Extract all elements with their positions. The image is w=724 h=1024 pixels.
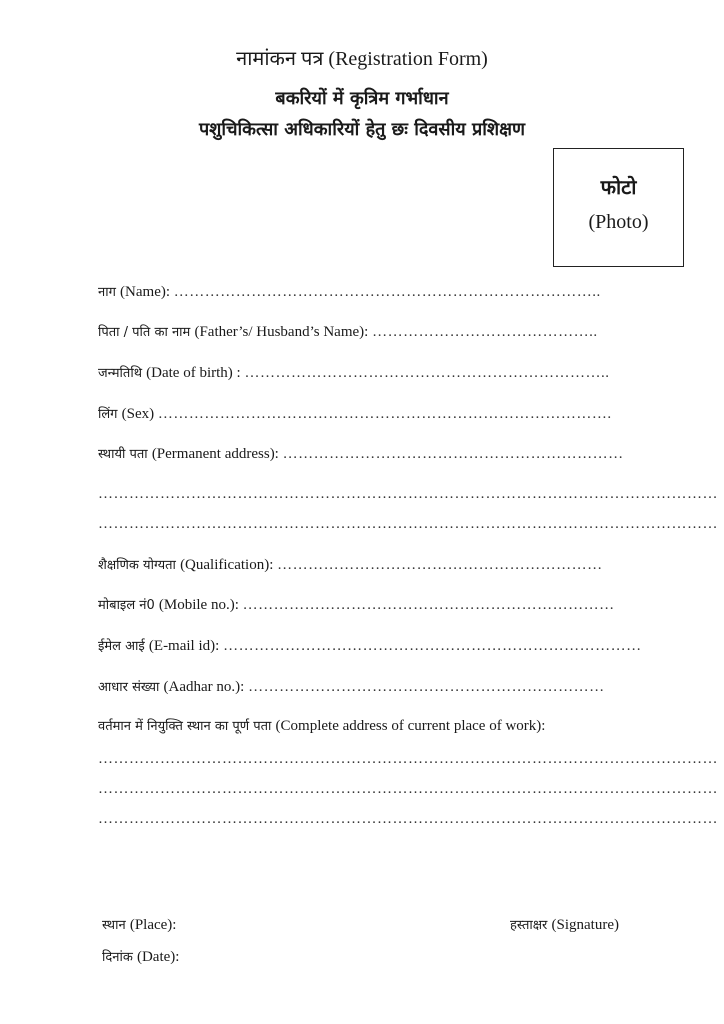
form-subtitle-topic: बकरियों में कृत्रिम गर्भाधान <box>275 88 449 109</box>
date-field[interactable] <box>102 947 179 966</box>
date-of-birth-blank-line[interactable]: …………………………………………………………….. <box>244 365 610 381</box>
permanent-address-field[interactable] <box>98 444 646 465</box>
workplace-address-line-2[interactable]: ………………………………………………………………………………………………………… <box>98 781 718 797</box>
email-id-blank-line[interactable]: ……………………………………………………………………… <box>223 638 642 654</box>
mobile-number-blank-line[interactable]: ……………………………………………………………… <box>242 597 615 613</box>
permanent-address-continuation-line-1[interactable]: ………………………………………………………………………………………………………… <box>98 486 718 502</box>
permanent-address-label: स्थायी पता (Permanent address): <box>98 446 279 462</box>
email-id-label: ईमेल आई (E-mail id): <box>98 638 220 654</box>
qualification-label: शैक्षणिक योग्यता (Qualification): <box>98 557 274 573</box>
date-of-birth-field[interactable] <box>98 363 646 384</box>
qualification-field[interactable] <box>98 555 646 576</box>
father-husband-name-field[interactable] <box>98 322 646 343</box>
name-blank-line[interactable]: ……………………………………………………………………….. <box>173 284 601 300</box>
qualification-blank-line[interactable]: ……………………………………………………… <box>277 557 603 573</box>
form-subtitle-training: पशुचिकित्सा अधिकारियों हेतु छः दिवसीय प्रशिक्षण <box>198 119 526 140</box>
mobile-number-field[interactable] <box>98 595 646 616</box>
aadhar-number-blank-line[interactable]: …………………………………………………………… <box>248 679 605 695</box>
workplace-address-label: वर्तमान में नियुक्ति स्थान का पूर्ण पता (Complete address of current place of work): <box>98 718 546 734</box>
photo-label-hindi: फोटो <box>600 175 637 199</box>
mobile-number-label: मोबाइल नं0 (Mobile no.): <box>98 597 239 613</box>
permanent-address-blank-line[interactable]: ………………………………………………………… <box>282 446 624 462</box>
signature-field[interactable] <box>510 915 619 934</box>
date-of-birth-label: जन्मतिथि (Date of birth) : <box>98 365 241 381</box>
email-id-field[interactable] <box>98 636 646 657</box>
father-husband-name-blank-line[interactable]: …………………………………….. <box>372 324 598 340</box>
father-husband-name-label: पिता / पति का नाम (Father’s/ Husband’s Name): <box>98 324 369 340</box>
photo-box <box>553 148 684 267</box>
permanent-address-continuation-line-2[interactable]: ………………………………………………………………………………………………………… <box>98 516 718 532</box>
sex-label: लिंग (Sex) <box>98 406 155 422</box>
place-field[interactable] <box>102 915 176 934</box>
name-field[interactable] <box>98 282 646 303</box>
photo-label-english: (Photo) <box>588 211 649 233</box>
date-label-hindi: दिनांक <box>102 950 137 965</box>
sex-blank-line[interactable]: ……………………………………………………………………………. <box>157 406 612 422</box>
aadhar-number-field[interactable] <box>98 677 646 698</box>
workplace-address-field <box>98 716 646 737</box>
signature-label-english: (Signature) <box>551 917 619 933</box>
place-label-hindi: स्थान <box>102 918 130 933</box>
signature-label-hindi: हस्ताक्षर <box>510 918 552 933</box>
name-label: नाग (Name): <box>98 284 171 300</box>
date-label-english: (Date): <box>136 949 180 965</box>
workplace-address-line-3[interactable]: ………………………………………………………………………………………………………… <box>98 811 718 827</box>
sex-field[interactable] <box>98 404 646 425</box>
form-title: नामांकन पत्र (Registration Form) <box>236 48 488 70</box>
aadhar-number-label: आधार संख्या (Aadhar no.): <box>98 679 245 695</box>
workplace-address-line-1[interactable]: ………………………………………………………………………………………………………… <box>98 751 718 767</box>
place-label-english: (Place): <box>129 917 177 933</box>
